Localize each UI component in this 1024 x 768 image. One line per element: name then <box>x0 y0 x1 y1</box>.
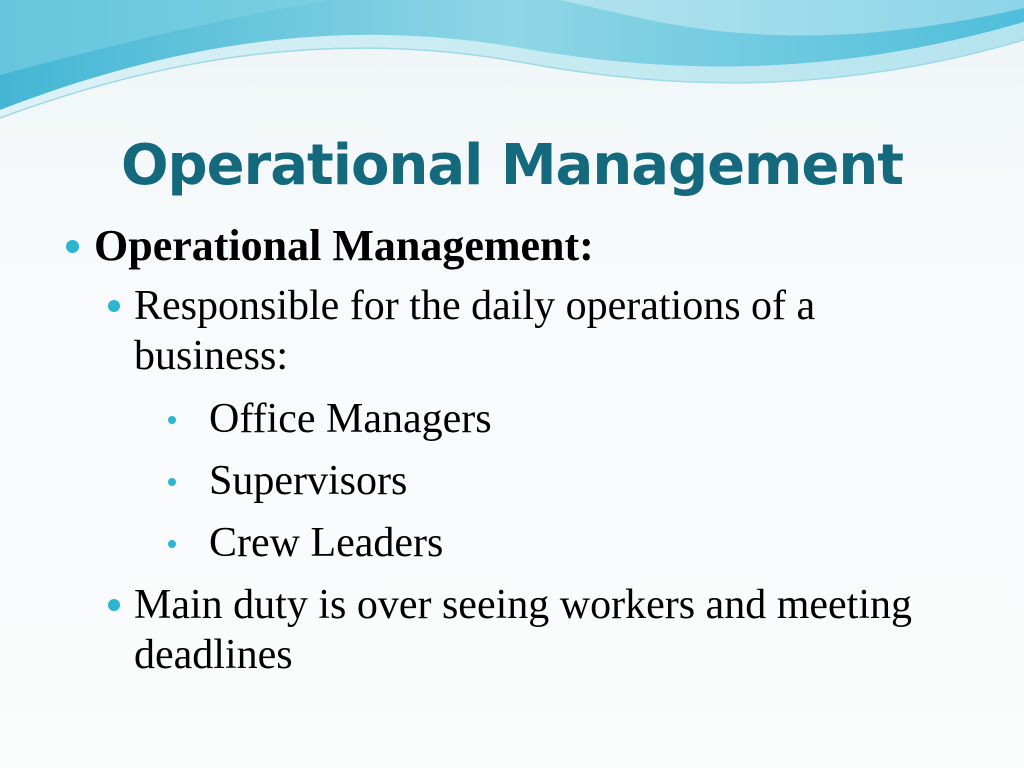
decorative-wave-header <box>0 0 1024 130</box>
sub-item-office-managers <box>209 394 492 444</box>
sub-item-supervisors <box>209 456 407 506</box>
bullet-dot-icon <box>108 599 120 611</box>
sub-item-crew-leaders <box>209 518 443 568</box>
bullet-dot-icon <box>108 300 120 312</box>
bullet-dot-icon <box>168 540 176 548</box>
bullet-heading <box>94 218 594 274</box>
bullet-point-main-duty <box>134 580 914 680</box>
sub-item-text: Supervisors <box>209 458 408 504</box>
bullet-dot-icon <box>168 416 176 424</box>
point-text: Responsible for the daily operations of a business: <box>134 283 816 379</box>
bullet-dot-icon <box>168 478 176 486</box>
sub-item-text: Office Managers <box>209 396 492 442</box>
slide-title: Operational Management <box>120 133 904 198</box>
sub-item-text: Crew Leaders <box>209 520 444 566</box>
bullet-point-responsible <box>134 281 964 381</box>
point-text: Main duty is over seeing workers and meeting deadlines <box>134 582 912 678</box>
heading-text: Operational Management: <box>94 221 594 270</box>
bullet-dot-icon <box>66 240 79 253</box>
